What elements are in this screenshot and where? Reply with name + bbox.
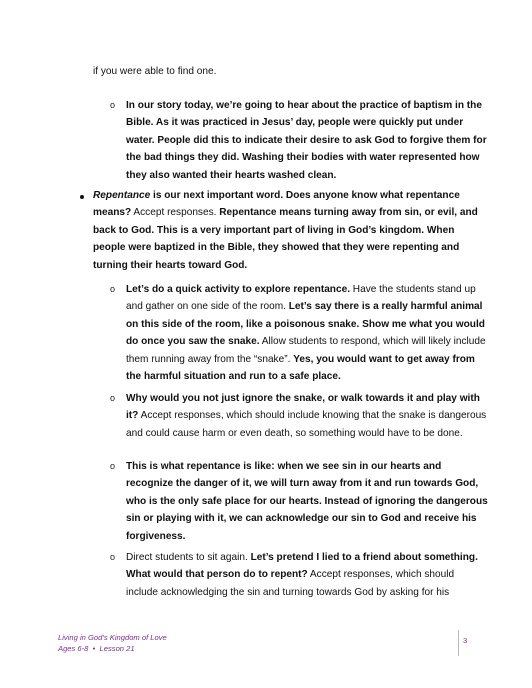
page-number: 3 — [463, 636, 468, 645]
sub-bullet-marker: o — [110, 552, 116, 562]
sub-bullet-ignore-snake: Why would you not just ignore the snake, or walk towards it and play with it? Accept responses, which should include knowing that the snake is dangerous and could cause harm or even death, so something would have to be done. — [126, 393, 487, 439]
sub-bullet-pretend-lie: Direct students to sit again. Let’s pretend I lied to a friend about something. What would that person do to repent? Accept responses, which should include acknowledging the sin and turning towards God by asking for his — [126, 552, 478, 598]
footer-subtitle: Ages 6-8 • Lesson 21 — [58, 643, 135, 653]
sub-bullet-marker: o — [110, 393, 116, 403]
main-bullet-repentance: Repentance is our next important word. Does anyone know what repentance means? Accept responses. Repentance means turning away from sin, or evil, and back to God. This is a very important part of living in God’s kingdom. When people were baptized in the Bible, they showed that they were repenting and turning their hearts toward God. — [93, 190, 478, 271]
page-footer — [58, 633, 167, 654]
main-bullet-marker — [80, 195, 84, 199]
sub-bullet-snake-activity: Let’s do a quick activity to explore repentance. Have the students stand up and gather on one side of the room. Let’s say there is a really harmful animal on this side of the room, like a poisonous snake. Show me what you would do once you saw the snake. Allow students to respond, which will likely include them running away from the “snake”. Yes, you would want to get away from the harmful situation and run to a safe place. — [126, 284, 486, 383]
sub-bullet-baptism: In our story today, we’re going to hear about the practice of baptism in the Bible. As it was practiced in Jesus’ day, people were quickly put under water. People did this to indicate their desire to ask God to forgive them for the bad things they did. Washing their bodies with water represented how they also wanted their hearts washed clean. — [126, 100, 487, 181]
term-repentance: Repentance — [93, 190, 151, 201]
footer-divider — [458, 630, 459, 656]
sub-bullet-marker: o — [110, 284, 116, 294]
continuation-line: if you were able to find one. — [93, 66, 217, 77]
sub-bullet-marker: o — [110, 461, 116, 471]
sub-bullet-repentance-meaning: This is what repentance is like: when we see sin in our hearts and recognize the danger of it, we will turn away from it and run towards God, who is the only safe place for our hearts. Instead of ignoring the dangerous sin or playing with it, we can acknowledge our sin to God and receive his forgiveness. — [126, 461, 488, 542]
footer-title: Living in God’s Kingdom of Love — [58, 633, 167, 642]
sub-bullet-marker: o — [110, 100, 116, 110]
